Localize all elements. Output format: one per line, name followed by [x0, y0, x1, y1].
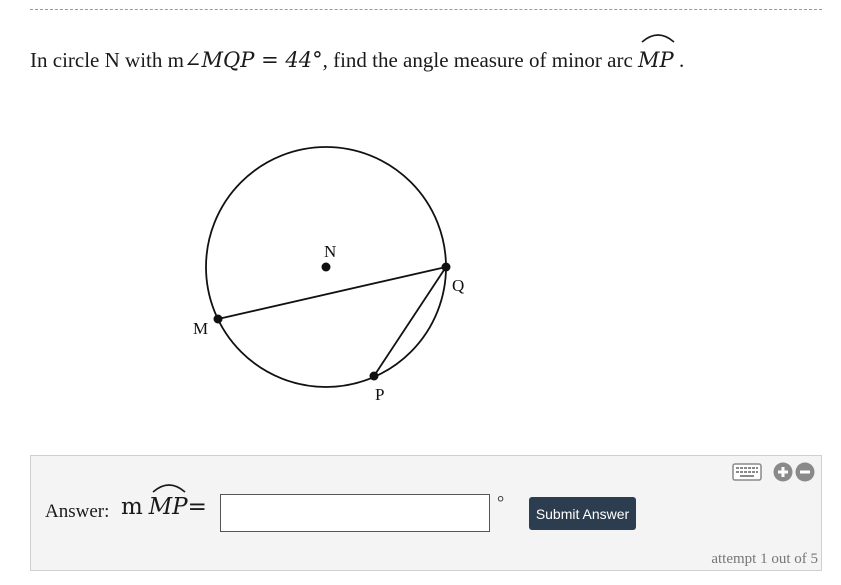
angle-expression: ∠MQP = 44°: [183, 48, 323, 72]
chord-qp: [374, 267, 446, 376]
submit-answer-button[interactable]: Submit Answer: [529, 497, 636, 530]
arc-mp-notation: MP: [638, 44, 674, 76]
label-m: M: [193, 319, 209, 338]
answer-panel: [30, 455, 822, 571]
point-m: [214, 315, 223, 324]
answer-arc-mp: MP: [149, 494, 188, 520]
label-n: N: [324, 242, 337, 261]
question-prefix: In circle N with m: [30, 48, 184, 72]
point-p: [370, 372, 379, 381]
zoom-in-icon[interactable]: [773, 462, 793, 482]
question-middle: , find the angle measure of minor arc: [322, 48, 633, 72]
chord-mq: [218, 267, 446, 319]
zoom-out-icon[interactable]: [795, 462, 815, 482]
center-point-n: [322, 263, 331, 272]
degree-symbol: °: [497, 492, 505, 512]
question-suffix: .: [678, 48, 685, 72]
attempt-counter: attempt 1 out of 5: [711, 551, 818, 567]
label-p: P: [375, 385, 385, 404]
arc-symbol-icon: [151, 480, 187, 494]
label-q: Q: [452, 276, 465, 295]
answer-label: Answer:: [45, 501, 110, 522]
answer-input[interactable]: [220, 494, 490, 532]
answer-arc-expression: m MP=: [121, 494, 207, 520]
keyboard-icon[interactable]: [732, 461, 762, 483]
point-q: [442, 263, 451, 272]
